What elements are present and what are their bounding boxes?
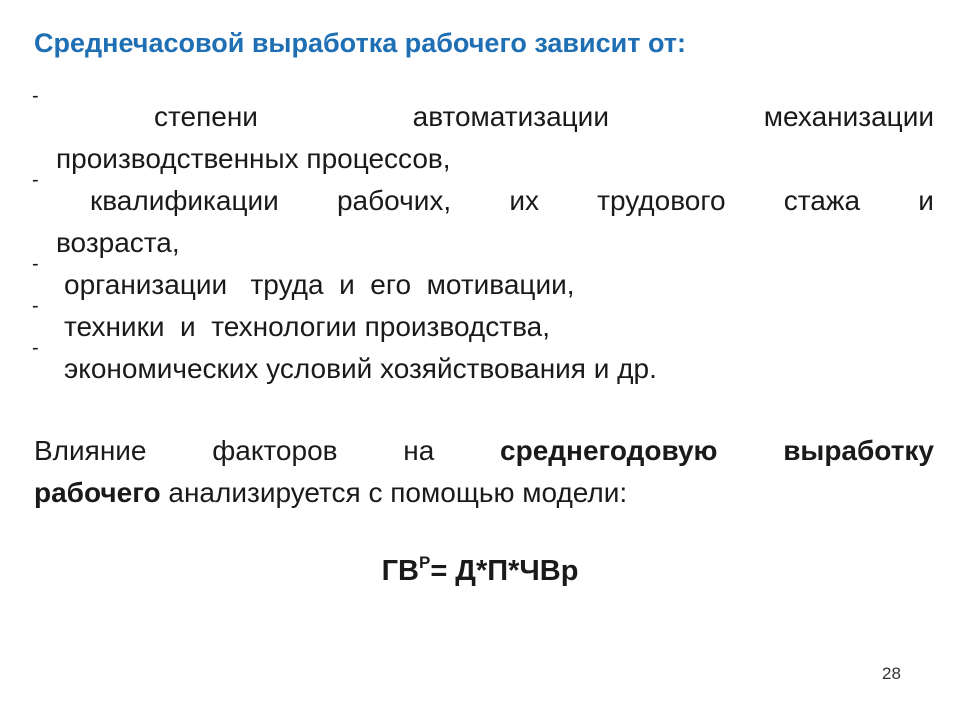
list-item [32,295,934,348]
formula-base: ГВ [381,555,419,587]
list-item [32,253,934,306]
list-item [32,337,934,390]
list-item-word: механизации [763,101,934,132]
factor-list [32,85,934,390]
slide-title: Среднечасовой выработка рабочего зависит от: [34,28,686,58]
bullet-dash: - [32,295,39,317]
list-item [32,85,934,180]
list-item [32,169,934,264]
list-item-continuation: возраста, [56,227,180,258]
paragraph-word: факторов [212,435,338,466]
list-item-continuation: производственных процессов, [56,143,451,174]
paragraph-text: анализируется с помощью модели: [160,477,628,508]
list-item-word: рабочих, [336,185,452,216]
model-paragraph [34,430,934,514]
list-item-text: экономических условий хозяйствования и др. [64,353,657,384]
paragraph-bold-word: среднегодовую [500,435,718,466]
list-item-word: их [509,185,539,216]
bullet-dash: - [32,253,39,275]
list-item-word: трудового [597,185,726,216]
list-item-word: степени [154,101,258,132]
formula-superscript: Р [418,553,431,572]
list-item-text: техники и технологии производства, [64,311,550,342]
list-item-word: стажа [783,185,861,216]
page-number: 28 [882,664,901,683]
paragraph-bold-word: рабочего [34,477,161,508]
list-item-word: квалификации [90,185,279,216]
model-formula [0,553,960,588]
bullet-dash: - [32,85,39,107]
list-item-word: и [918,185,934,216]
list-item-text: организации труда и его мотивации, [64,269,575,300]
paragraph-word: на [403,435,435,466]
paragraph-word: Влияние [34,435,147,466]
paragraph-bold-word: выработку [783,435,934,466]
formula-rhs: = Д*П*ЧВр [430,555,579,587]
bullet-dash: - [32,169,39,191]
bullet-dash: - [32,337,39,359]
list-item-word: автоматизации [412,101,609,132]
